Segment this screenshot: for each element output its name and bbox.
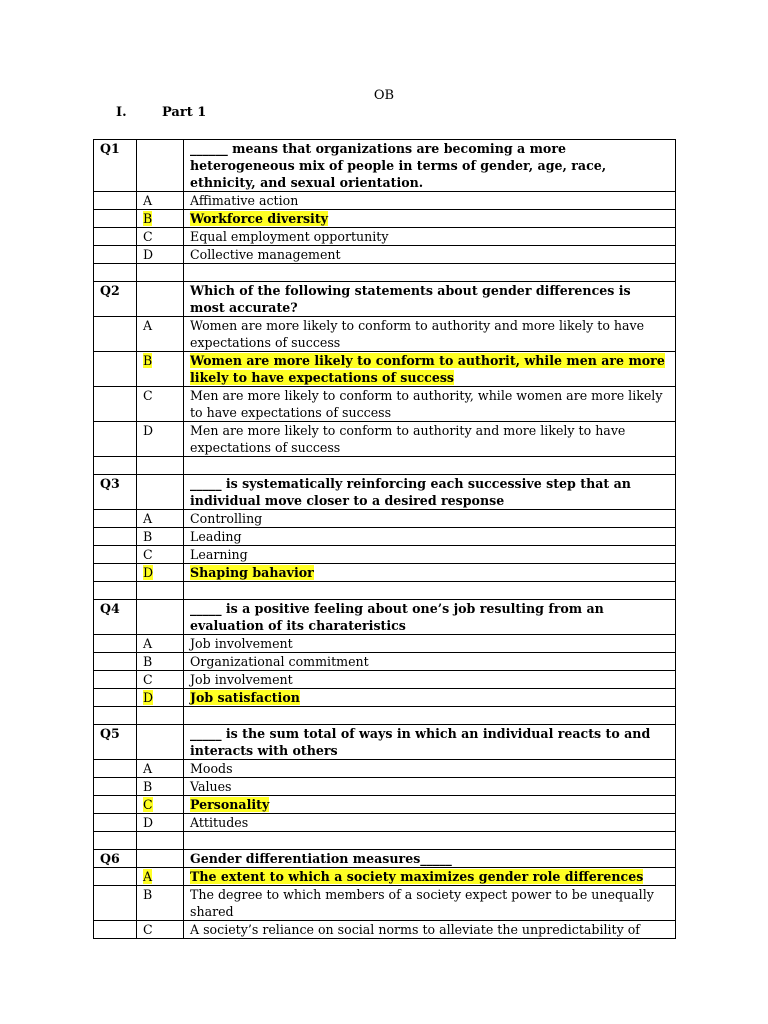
option-letter: C xyxy=(137,387,184,422)
question-number: Q1 xyxy=(94,140,137,192)
empty-cell xyxy=(137,850,184,868)
correct-option-letter: D xyxy=(143,565,154,580)
empty-cell xyxy=(94,814,137,832)
empty-cell xyxy=(184,457,676,475)
empty-cell xyxy=(94,653,137,671)
correct-option-letter: B xyxy=(143,211,153,226)
question-row xyxy=(94,282,676,317)
option-letter-cell xyxy=(137,689,184,707)
option-text: Learning xyxy=(184,546,676,564)
option-letter: A xyxy=(137,510,184,528)
option-row xyxy=(94,528,676,546)
option-text: Controlling xyxy=(184,510,676,528)
option-row xyxy=(94,352,676,387)
empty-cell xyxy=(137,832,184,850)
option-row xyxy=(94,796,676,814)
option-row xyxy=(94,868,676,886)
empty-cell xyxy=(184,582,676,600)
option-row xyxy=(94,317,676,352)
option-text-cell xyxy=(184,796,676,814)
option-text: Job involvement xyxy=(184,671,676,689)
question-row xyxy=(94,600,676,635)
empty-cell xyxy=(184,264,676,282)
option-text: Leading xyxy=(184,528,676,546)
question-row xyxy=(94,140,676,192)
correct-option-letter: B xyxy=(143,353,153,368)
document-title: OB xyxy=(373,88,395,103)
empty-cell xyxy=(94,635,137,653)
empty-cell xyxy=(94,528,137,546)
question-text: _____ is a positive feeling about one’s job resulting from an evaluation of its charateristics xyxy=(184,600,676,635)
empty-cell xyxy=(94,192,137,210)
empty-cell xyxy=(94,352,137,387)
spacer-row xyxy=(94,707,676,725)
part-number: I. xyxy=(116,105,127,120)
empty-cell xyxy=(94,246,137,264)
empty-cell xyxy=(94,457,137,475)
empty-cell xyxy=(184,707,676,725)
option-letter-cell xyxy=(137,210,184,228)
questions-table xyxy=(93,139,676,939)
question-number: Q5 xyxy=(94,725,137,760)
option-letter: D xyxy=(137,814,184,832)
option-row xyxy=(94,635,676,653)
option-row xyxy=(94,387,676,422)
spacer-row xyxy=(94,264,676,282)
empty-cell xyxy=(137,475,184,510)
empty-cell xyxy=(94,832,137,850)
empty-cell xyxy=(94,778,137,796)
option-row xyxy=(94,246,676,264)
question-row xyxy=(94,850,676,868)
correct-option-text: The extent to which a society maximizes gender role differences xyxy=(190,869,644,884)
option-letter: A xyxy=(137,635,184,653)
part-label: Part 1 xyxy=(162,105,207,120)
option-text: Values xyxy=(184,778,676,796)
empty-cell xyxy=(94,387,137,422)
option-row xyxy=(94,564,676,582)
option-row xyxy=(94,653,676,671)
option-letter: D xyxy=(137,422,184,457)
option-letter: B xyxy=(137,528,184,546)
spacer-row xyxy=(94,582,676,600)
option-text: Attitudes xyxy=(184,814,676,832)
option-letter-cell xyxy=(137,564,184,582)
option-letter: D xyxy=(137,246,184,264)
option-row xyxy=(94,210,676,228)
question-number: Q2 xyxy=(94,282,137,317)
empty-cell xyxy=(94,264,137,282)
empty-cell xyxy=(94,868,137,886)
empty-cell xyxy=(94,422,137,457)
empty-cell xyxy=(94,510,137,528)
option-text: Affimative action xyxy=(184,192,676,210)
question-text: ______ means that organizations are becoming a more heterogeneous mix of people in terms of gender, age, race, ethnicity, and sexual orientation. xyxy=(184,140,676,192)
empty-cell xyxy=(137,600,184,635)
correct-option-text: Job satisfaction xyxy=(190,690,300,705)
empty-cell xyxy=(94,796,137,814)
option-row xyxy=(94,510,676,528)
option-row xyxy=(94,886,676,921)
empty-cell xyxy=(94,228,137,246)
option-letter-cell xyxy=(137,796,184,814)
correct-option-letter: A xyxy=(143,869,153,884)
option-row xyxy=(94,760,676,778)
spacer-row xyxy=(94,832,676,850)
option-text: Equal employment opportunity xyxy=(184,228,676,246)
empty-cell xyxy=(137,707,184,725)
option-row xyxy=(94,192,676,210)
empty-cell xyxy=(94,921,137,939)
option-letter: C xyxy=(137,921,184,939)
question-text: _____ is systematically reinforcing each successive step that an individual move closer to a desired response xyxy=(184,475,676,510)
empty-cell xyxy=(137,725,184,760)
correct-option-text: Personality xyxy=(190,797,270,812)
option-text-cell xyxy=(184,564,676,582)
option-text-cell xyxy=(184,210,676,228)
option-text-cell xyxy=(184,868,676,886)
option-letter: A xyxy=(137,192,184,210)
option-text: Women are more likely to conform to authority and more likely to have expectations of success xyxy=(184,317,676,352)
option-letter: B xyxy=(137,886,184,921)
empty-cell xyxy=(94,564,137,582)
option-row xyxy=(94,228,676,246)
option-text-cell xyxy=(184,689,676,707)
empty-cell xyxy=(137,140,184,192)
option-letter: A xyxy=(137,760,184,778)
empty-cell xyxy=(94,671,137,689)
correct-option-letter: D xyxy=(143,690,154,705)
option-letter: B xyxy=(137,778,184,796)
question-number: Q6 xyxy=(94,850,137,868)
empty-cell xyxy=(137,457,184,475)
option-letter: C xyxy=(137,671,184,689)
empty-cell xyxy=(137,264,184,282)
empty-cell xyxy=(94,689,137,707)
option-text: The degree to which members of a society expect power to be unequally shared xyxy=(184,886,676,921)
option-row xyxy=(94,671,676,689)
empty-cell xyxy=(94,582,137,600)
option-letter: C xyxy=(137,546,184,564)
spacer-row xyxy=(94,457,676,475)
option-text: Organizational commitment xyxy=(184,653,676,671)
empty-cell xyxy=(137,282,184,317)
option-row xyxy=(94,422,676,457)
correct-option-text: Shaping bahavior xyxy=(190,565,314,580)
question-row xyxy=(94,725,676,760)
question-text: _____ is the sum total of ways in which an individual reacts to and interacts with others xyxy=(184,725,676,760)
question-row xyxy=(94,475,676,510)
empty-cell xyxy=(94,546,137,564)
option-letter: B xyxy=(137,653,184,671)
option-row xyxy=(94,546,676,564)
option-text: Men are more likely to conform to authority and more likely to have expectations of success xyxy=(184,422,676,457)
empty-cell xyxy=(184,832,676,850)
option-row xyxy=(94,814,676,832)
option-text: Collective management xyxy=(184,246,676,264)
option-row xyxy=(94,689,676,707)
empty-cell xyxy=(137,582,184,600)
option-text: Men are more likely to conform to authority, while women are more likely to have expectations of success xyxy=(184,387,676,422)
empty-cell xyxy=(94,210,137,228)
option-text-cell xyxy=(184,352,676,387)
correct-option-text: Workforce diversity xyxy=(190,211,328,226)
option-letter: C xyxy=(137,228,184,246)
question-number: Q3 xyxy=(94,475,137,510)
option-row xyxy=(94,921,676,939)
option-row xyxy=(94,778,676,796)
empty-cell xyxy=(94,760,137,778)
empty-cell xyxy=(94,886,137,921)
correct-option-text: Women are more likely to conform to authorit, while men are more likely to have expectations of success xyxy=(190,353,665,385)
part-heading xyxy=(116,105,206,120)
option-text: Job involvement xyxy=(184,635,676,653)
empty-cell xyxy=(94,317,137,352)
option-letter-cell xyxy=(137,352,184,387)
question-text: Which of the following statements about gender differences is most accurate? xyxy=(184,282,676,317)
question-text: Gender differentiation measures_____ xyxy=(184,850,676,868)
option-text: Moods xyxy=(184,760,676,778)
option-letter: A xyxy=(137,317,184,352)
option-text: A society’s reliance on social norms to alleviate the unpredictability of xyxy=(184,921,676,939)
correct-option-letter: C xyxy=(143,797,153,812)
question-number: Q4 xyxy=(94,600,137,635)
option-letter-cell xyxy=(137,868,184,886)
empty-cell xyxy=(94,707,137,725)
